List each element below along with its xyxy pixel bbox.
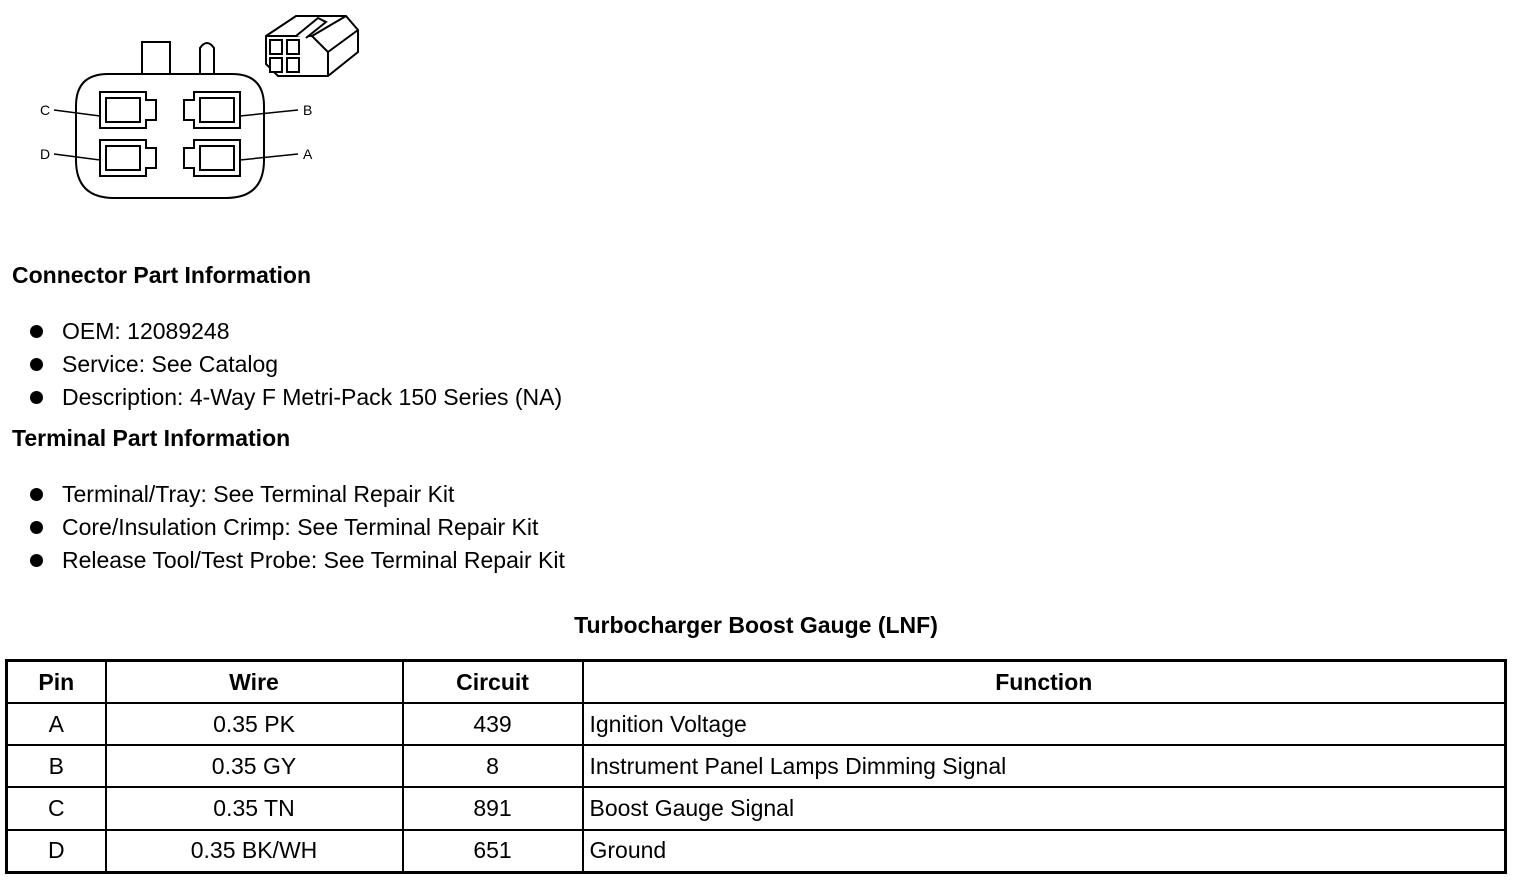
column-header-pin: Pin <box>7 661 106 704</box>
list-item-text: Core/Insulation Crimp: See Terminal Repair Kit <box>62 514 539 540</box>
table-row <box>7 830 1506 873</box>
wire-cell: 0.35 BK/WH <box>106 830 403 873</box>
pin-label-a: A <box>303 146 313 162</box>
bullet-icon <box>30 488 43 501</box>
list-item <box>28 511 565 544</box>
connector-info-list <box>28 315 562 414</box>
list-item-text: Service: See Catalog <box>62 351 279 377</box>
pin-label-c: C <box>40 102 51 118</box>
circuit-cell: 439 <box>403 703 583 745</box>
column-header-wire: Wire <box>106 661 403 704</box>
wire-cell: 0.35 TN <box>106 787 403 829</box>
terminal-info-heading: Terminal Part Information <box>12 425 291 451</box>
connector-info-heading: Connector Part Information <box>12 262 312 288</box>
wire-cell: 0.35 GY <box>106 745 403 787</box>
connector-isometric-icon <box>266 16 358 76</box>
table-row <box>7 787 1506 829</box>
bullet-icon <box>30 554 43 567</box>
bullet-icon <box>30 391 43 404</box>
column-header-function: Function <box>583 661 1506 704</box>
latch-tabs <box>142 42 214 76</box>
function-cell: Boost Gauge Signal <box>583 787 1506 829</box>
function-cell: Instrument Panel Lamps Dimming Signal <box>583 745 1506 787</box>
list-item-text: Release Tool/Test Probe: See Terminal Repair Kit <box>62 547 565 573</box>
list-item <box>28 544 565 577</box>
pin-label-d: D <box>40 146 51 162</box>
bullet-icon <box>30 325 43 338</box>
bullet-icon <box>30 521 43 534</box>
circuit-cell: 891 <box>403 787 583 829</box>
circuit-cell: 8 <box>403 745 583 787</box>
table-row <box>7 703 1506 745</box>
pin-label-b: B <box>303 102 313 118</box>
list-item <box>28 478 565 511</box>
pin-cell: C <box>7 787 106 829</box>
pin-cell: B <box>7 745 106 787</box>
list-item-text: OEM: 12089248 <box>62 318 230 344</box>
function-cell: Ground <box>583 830 1506 873</box>
list-item-text: Terminal/Tray: See Terminal Repair Kit <box>62 481 455 507</box>
list-item <box>28 348 562 381</box>
pin-cell: D <box>7 830 106 873</box>
bullet-icon <box>30 358 43 371</box>
table-row <box>7 745 1506 787</box>
connector-diagram <box>0 0 380 210</box>
function-cell: Ignition Voltage <box>583 703 1506 745</box>
table-header-row <box>7 661 1506 704</box>
pinout-table <box>5 659 1507 874</box>
pin-cell: A <box>7 703 106 745</box>
wire-cell: 0.35 PK <box>106 703 403 745</box>
list-item-text: Description: 4-Way F Metri-Pack 150 Series (NA) <box>62 384 563 410</box>
circuit-cell: 651 <box>403 830 583 873</box>
column-header-circuit: Circuit <box>403 661 583 704</box>
list-item <box>28 315 562 348</box>
table-title: Turbocharger Boost Gauge (LNF) <box>574 612 938 638</box>
terminal-info-list <box>28 478 565 577</box>
list-item <box>28 381 562 414</box>
